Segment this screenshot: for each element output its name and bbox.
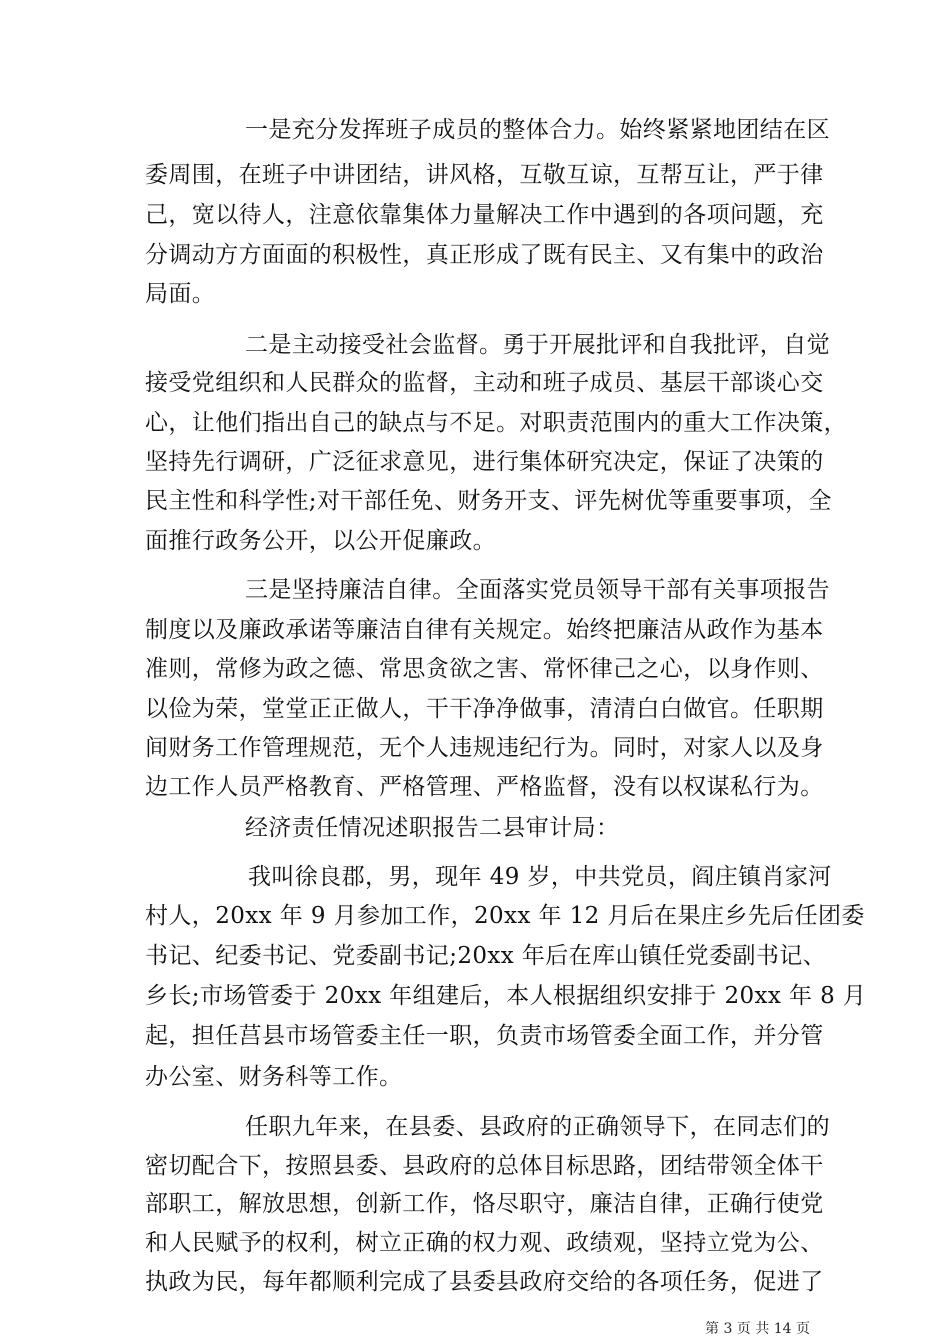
paragraph-2-line-6: 面推行政务公开，以公开促廉政。 <box>145 528 496 554</box>
section-heading: 经济责任情况述职报告二县审计局： <box>245 815 620 841</box>
page-number-footer: 第 3 页 共 14 页 <box>705 1321 810 1337</box>
paragraph-1-line-1: 一是充分发挥班子成员的整体合力。始终紧紧地团结在区 <box>245 117 830 143</box>
paragraph-3-line-1: 三是坚持廉洁自律。全面落实党员领导干部有关事项报告 <box>245 577 830 603</box>
paragraph-5-line-2: 密切配合下，按照县委、县政府的总体目标思路，团结带领全体干 <box>145 1153 824 1179</box>
paragraph-4-line-4: 乡长;市场管委于 20xx 年组建后，本人根据组织安排于 20xx 年 8 月 <box>145 983 867 1009</box>
paragraph-4-line-6: 办公室、财务科等工作。 <box>145 1064 403 1090</box>
paragraph-2-line-2: 接受党组织和人民群众的监督，主动和班子成员、基层干部谈心交 <box>145 370 824 396</box>
paragraph-1-line-5: 局面。 <box>145 281 216 307</box>
paragraph-5-line-1: 任职九年来，在县委、县政府的正确领导下，在同志们的 <box>245 1114 830 1140</box>
paragraph-4-line-5: 起，担任莒县市场管委主任一职，负责市场管委全面工作，并分管 <box>145 1023 824 1049</box>
paragraph-3-line-3: 准则，常修为政之德、常思贪欲之害、常怀律己之心，以身作则、 <box>145 656 824 682</box>
paragraph-4-line-2: 村人，20xx 年 9 月参加工作，20xx 年 12 月后在果庄乡先后任团委 <box>145 903 865 929</box>
paragraph-5-line-4: 和人民赋予的权利，树立正确的权力观、政绩观，坚持立党为公、 <box>145 1230 824 1256</box>
paragraph-1-line-2: 委周围，在班子中讲团结，讲风格，互敬互谅，互帮互让，严于律 <box>145 162 824 188</box>
paragraph-5-line-3: 部职工，解放思想，创新工作，恪尽职守，廉洁自律，正确行使党 <box>145 1191 824 1217</box>
paragraph-1-line-3: 己，宽以待人，注意依靠集体力量解决工作中遇到的各项问题，充 <box>145 202 824 228</box>
paragraph-2-line-5: 民主性和科学性;对干部任免、财务开支、评先树优等重要事项，全 <box>145 488 832 514</box>
paragraph-2-line-4: 坚持先行调研，广泛征求意见，进行集体研究决定，保证了决策的 <box>145 449 824 475</box>
paragraph-3-line-5: 间财务工作管理规范，无个人违规违纪行为。同时，对家人以及身 <box>145 735 824 761</box>
paragraph-2-line-1: 二是主动接受社会监督。勇于开展批评和自我批评，自觉 <box>245 332 830 358</box>
paragraph-4-line-1: 我叫徐良郡，男，现年 49 岁，中共党员，阎庄镇肖家河 <box>248 864 832 890</box>
paragraph-3-line-4: 以俭为荣，堂堂正正做人，干干净净做事，清清白白做官。任职期 <box>145 696 824 722</box>
paragraph-3-line-6: 边工作人员严格教育、严格管理、严格监督，没有以权谋私行为。 <box>145 774 824 800</box>
paragraph-4-line-3: 书记、纪委书记、党委副书记;20xx 年后在库山镇任党委副书记、 <box>145 943 827 969</box>
paragraph-1-line-4: 分调动方方面面的积极性，真正形成了既有民主、又有集中的政治 <box>145 242 824 268</box>
paragraph-5-line-5: 执政为民，每年都顺利完成了县委县政府交给的各项任务，促进了 <box>145 1269 824 1295</box>
paragraph-3-line-2: 制度以及廉政承诺等廉洁自律有关规定。始终把廉洁从政作为基本 <box>145 617 824 643</box>
paragraph-2-line-3: 心，让他们指出自己的缺点与不足。对职责范围内的重大工作决策， <box>145 410 847 436</box>
